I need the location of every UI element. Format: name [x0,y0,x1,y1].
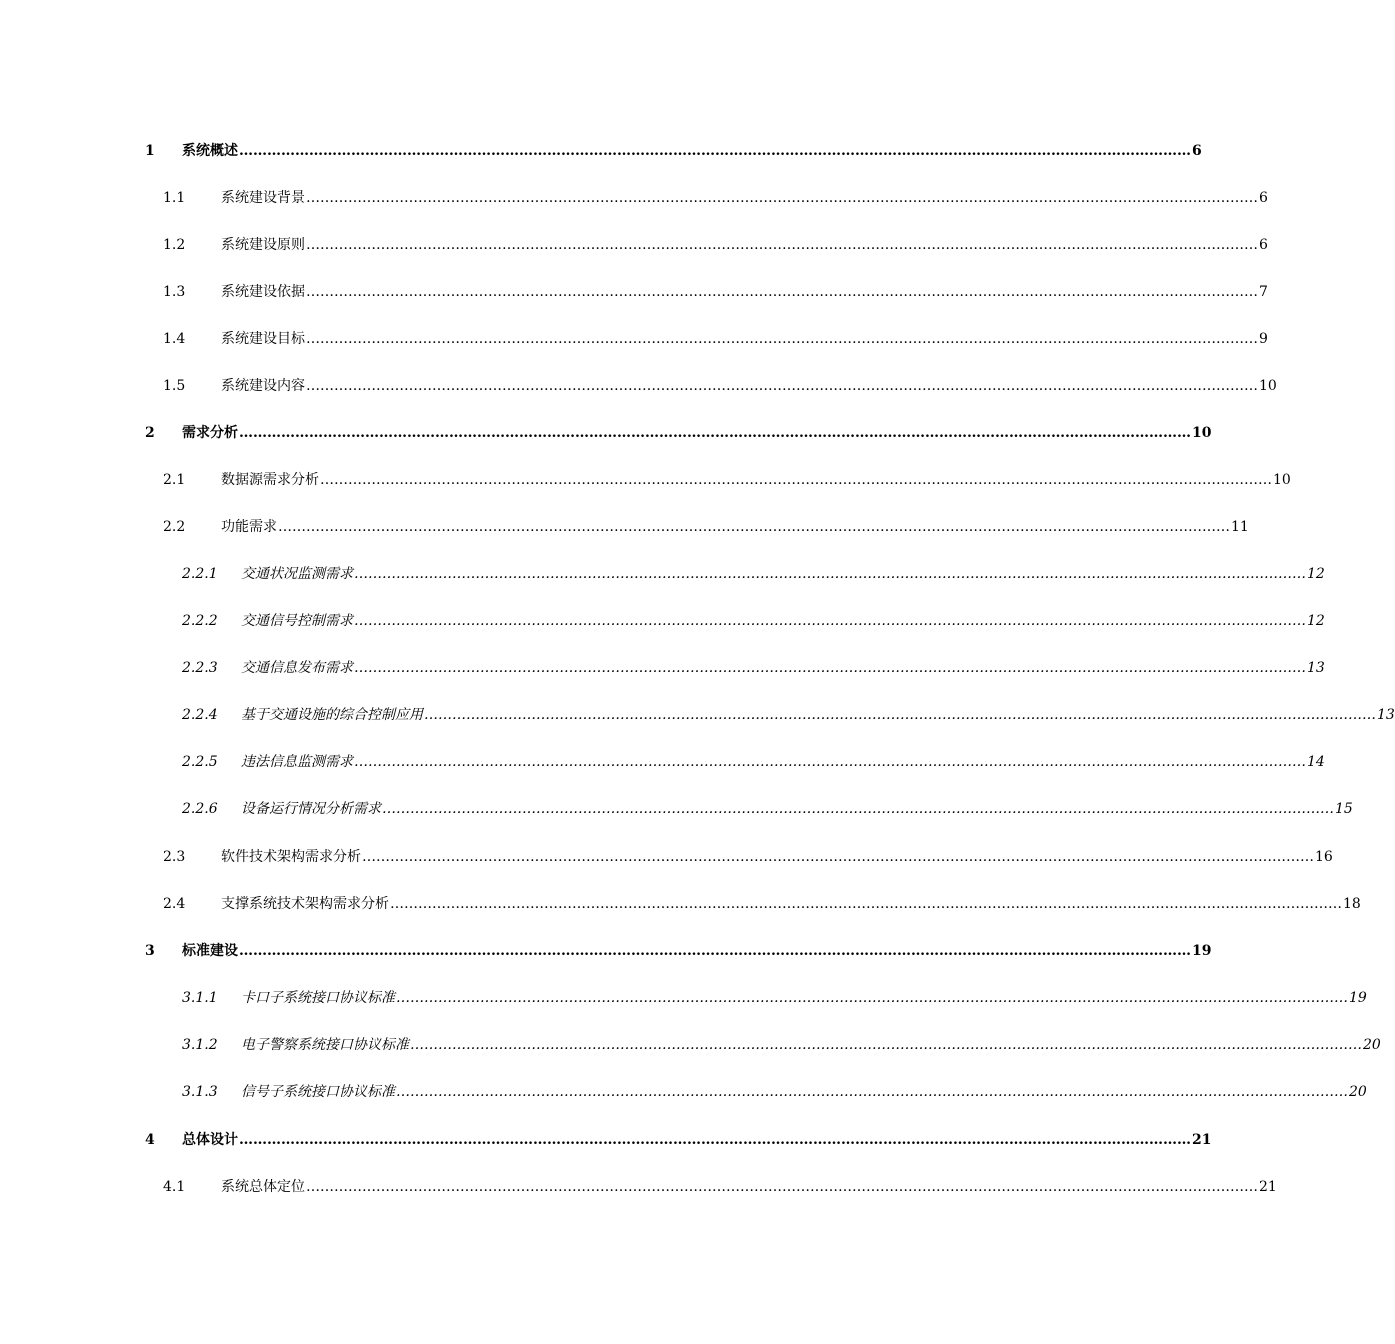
toc-entry-page: 20 [1349,1084,1367,1100]
toc-entry-number: 2.1 [163,472,186,488]
dot-leader: …………………………………………………………………………………………………………………………………………………………………………………… [239,425,1191,441]
toc-entry-page: 21 [1192,1132,1212,1148]
toc-entry-3-1-1[interactable] [0,987,1367,1009]
toc-entry-2-2-5[interactable] [0,751,1325,773]
toc-entry-page: 19 [1349,990,1367,1006]
toc-entry-title: 系统建设背景 [221,190,305,206]
toc-entry-2-2-3[interactable] [0,657,1325,679]
toc-entry-title: 设备运行情况分析需求 [241,801,381,817]
dot-leader: …………………………………………………………………………………………………………………………………………………………………………………… [239,943,1191,959]
dot-leader: …………………………………………………………………………………………………………………………………………………………………………………… [354,754,1306,770]
toc-entry-title: 违法信息监测需求 [241,754,353,770]
toc-entry-2-2-6[interactable] [0,798,1353,820]
toc-entry-page: 18 [1343,896,1361,912]
toc-entry-title: 功能需求 [221,519,277,535]
toc-entry-page: 12 [1307,566,1325,582]
toc-entry-title: 交通信息发布需求 [241,660,353,676]
toc-entry-title: 基于交通设施的综合控制应用 [241,707,423,723]
toc-entry-title: 系统建设内容 [221,378,305,394]
toc-entry-title: 电子警察系统接口协议标准 [241,1037,409,1053]
toc-entry-1-2[interactable] [0,234,1268,256]
toc-entry-2-3[interactable] [0,846,1333,868]
toc-entry-title: 标准建设 [182,943,238,959]
toc-entry-1-3[interactable] [0,281,1268,303]
toc-entry-2-4[interactable] [0,893,1361,915]
dot-leader: …………………………………………………………………………………………………………………………………………………………………………………… [306,237,1258,253]
toc-entry-page: 9 [1259,331,1268,347]
toc-entry-2-2-4[interactable] [0,704,1395,726]
toc-entry-page: 10 [1192,425,1212,441]
dot-leader: …………………………………………………………………………………………………………………………………………………………………………………… [390,896,1342,912]
toc-entry-1-5[interactable] [0,375,1277,397]
toc-entry-2-2-2[interactable] [0,610,1325,632]
toc-entry-page: 13 [1307,660,1325,676]
toc-entry-2-2-1[interactable] [0,563,1325,585]
dot-leader: …………………………………………………………………………………………………………………………………………………………………………………… [306,378,1258,394]
toc-entry-number: 3.1.1 [182,990,218,1006]
toc-entry-number: 4.1 [163,1179,186,1195]
toc-entry-number: 3.1.2 [182,1037,218,1053]
toc-entry-title: 卡口子系统接口协议标准 [241,990,395,1006]
toc-entry-page: 20 [1363,1037,1381,1053]
toc-entry-page: 16 [1315,849,1333,865]
toc-entry-page: 15 [1335,801,1353,817]
dot-leader: …………………………………………………………………………………………………………………………………………………………………………………… [306,284,1258,300]
toc-entry-page: 21 [1259,1179,1277,1195]
toc-entry-title: 交通状况监测需求 [241,566,353,582]
dot-leader: …………………………………………………………………………………………………………………………………………………………………………………… [396,990,1348,1006]
toc-entry-number: 1.2 [163,237,186,253]
dot-leader: …………………………………………………………………………………………………………………………………………………………………………………… [306,190,1258,206]
toc-entry-number: 3.1.3 [182,1084,218,1100]
toc-entry-page: 13 [1377,707,1395,723]
toc-entry-title: 系统总体定位 [221,1179,305,1195]
dot-leader: …………………………………………………………………………………………………………………………………………………………………………………… [239,143,1191,159]
toc-entry-number: 1.4 [163,331,186,347]
toc-entry-page: 6 [1192,143,1202,159]
toc-entry-title: 系统建设原则 [221,237,305,253]
dot-leader: …………………………………………………………………………………………………………………………………………………………………………………… [239,1132,1191,1148]
toc-entry-number: 2 [145,425,155,441]
toc-entry-title: 软件技术架构需求分析 [221,849,361,865]
toc-entry-title: 需求分析 [182,425,238,441]
toc-entry-page: 19 [1192,943,1212,959]
dot-leader: …………………………………………………………………………………………………………………………………………………………………………………… [424,707,1376,723]
toc-entry-3-1-3[interactable] [0,1081,1367,1103]
dot-leader: …………………………………………………………………………………………………………………………………………………………………………………… [278,519,1230,535]
toc-entry-number: 2.2.4 [182,707,218,723]
toc-entry-number: 2.4 [163,896,186,912]
toc-entry-number: 2.3 [163,849,186,865]
toc-entry-title: 总体设计 [182,1132,238,1148]
dot-leader: …………………………………………………………………………………………………………………………………………………………………………………… [354,660,1306,676]
toc-entry-3-1-2[interactable] [0,1034,1381,1056]
toc-entry-page: 10 [1273,472,1291,488]
toc-entry-1-1[interactable] [0,187,1268,209]
toc-entry-title: 支撑系统技术架构需求分析 [221,896,389,912]
toc-entry-number: 2.2.3 [182,660,218,676]
toc-entry-title: 系统建设依据 [221,284,305,300]
toc-entry-3[interactable] [0,940,1212,962]
dot-leader: …………………………………………………………………………………………………………………………………………………………………………………… [354,566,1306,582]
toc-entry-title: 信号子系统接口协议标准 [241,1084,395,1100]
dot-leader: …………………………………………………………………………………………………………………………………………………………………………………… [362,849,1314,865]
toc-entry-number: 2.2.1 [182,566,218,582]
dot-leader: …………………………………………………………………………………………………………………………………………………………………………………… [396,1084,1348,1100]
toc-entry-4[interactable] [0,1129,1212,1151]
toc-entry-page: 12 [1307,613,1325,629]
toc-entry-1[interactable] [0,140,1202,162]
toc-entry-number: 4 [145,1132,155,1148]
toc-entry-2-2[interactable] [0,516,1249,538]
toc-entry-number: 1.5 [163,378,186,394]
toc-entry-number: 1.3 [163,284,186,300]
toc-entry-page: 6 [1259,190,1268,206]
toc-entry-number: 2.2.5 [182,754,218,770]
toc-entry-page: 11 [1231,519,1249,535]
toc-entry-title: 交通信号控制需求 [241,613,353,629]
toc-entry-page: 7 [1259,284,1268,300]
toc-entry-1-4[interactable] [0,328,1268,350]
dot-leader: …………………………………………………………………………………………………………………………………………………………………………………… [306,331,1258,347]
toc-entry-2[interactable] [0,422,1212,444]
toc-entry-number: 2.2.2 [182,613,218,629]
dot-leader: …………………………………………………………………………………………………………………………………………………………………………………… [320,472,1272,488]
toc-entry-page: 10 [1259,378,1277,394]
toc-entry-number: 1.1 [163,190,186,206]
toc-entry-title: 系统概述 [182,143,238,159]
toc-entry-2-1[interactable] [0,469,1291,491]
toc-entry-4-1[interactable] [0,1176,1277,1198]
toc-entry-number: 1 [145,143,155,159]
dot-leader: …………………………………………………………………………………………………………………………………………………………………………………… [410,1037,1362,1053]
toc-entry-title: 数据源需求分析 [221,472,319,488]
toc-entry-title: 系统建设目标 [221,331,305,347]
toc-entry-page: 14 [1307,754,1325,770]
toc-entry-page: 6 [1259,237,1268,253]
dot-leader: …………………………………………………………………………………………………………………………………………………………………………………… [382,801,1334,817]
dot-leader: …………………………………………………………………………………………………………………………………………………………………………………… [354,613,1306,629]
toc-entry-number: 2.2.6 [182,801,218,817]
toc-entry-number: 3 [145,943,155,959]
dot-leader: …………………………………………………………………………………………………………………………………………………………………………………… [306,1179,1258,1195]
toc-entry-number: 2.2 [163,519,186,535]
